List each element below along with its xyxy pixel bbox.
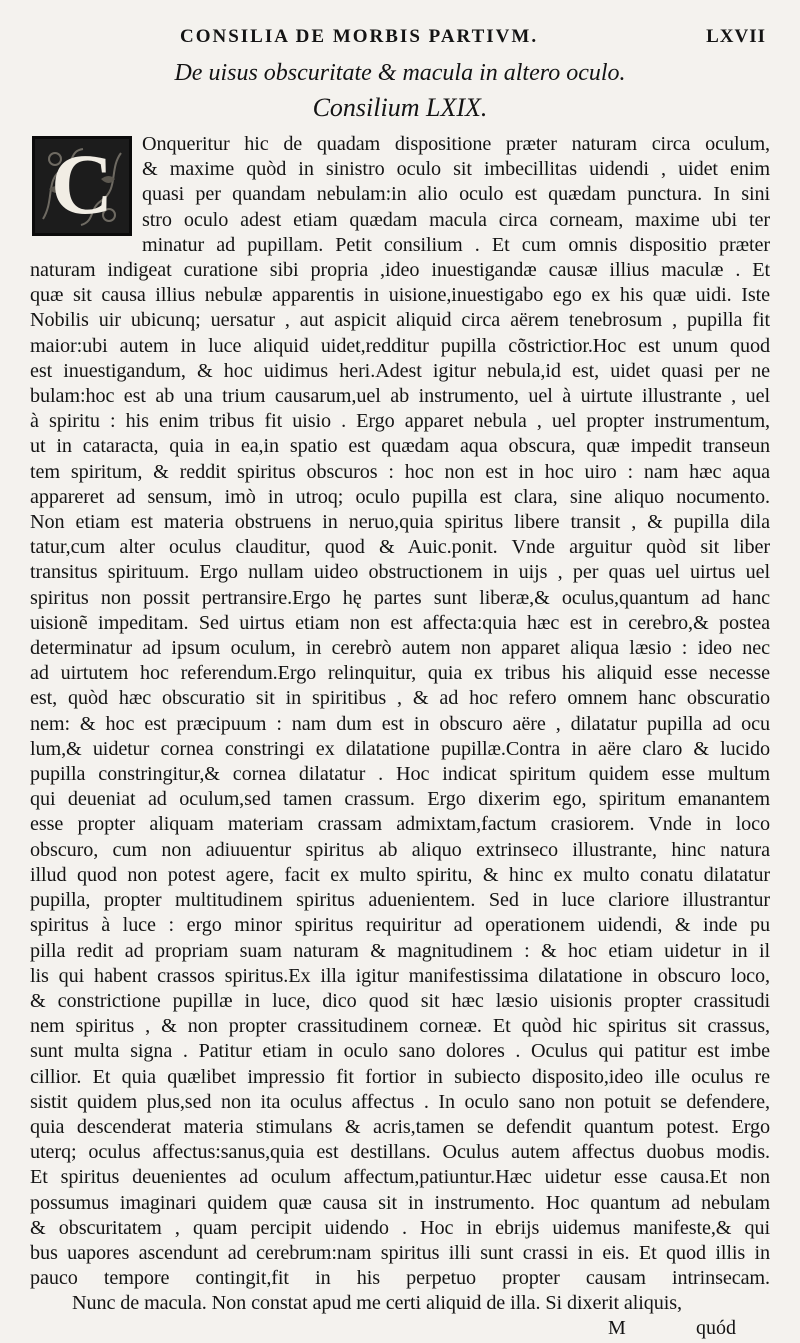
text-line: nem: & hoc est præcipuum : nam dum est in obscuro aëre , dilatatur pupilla ad ocu	[30, 712, 770, 735]
text-line: determinatur ad ipsum oculum, in cerebrò autem non apparet aliqua læsio : ideo nec	[30, 637, 770, 660]
text-line: tem spiritum, & reddit spiritus obscuros : hoc non est in hoc uiro : nam hæc aqua	[30, 460, 770, 483]
text-line: pauco tempore contingit,fit in his perpetuo propter causam intrinsecam.	[30, 1267, 770, 1290]
text-line: stro oculo adest etiam quædam macula circa corneam, maxime ubi ter	[142, 208, 770, 231]
text-line: cillior. Et quia quælibet impressio fit fortior in subiecto disposito,ideo ille oculus re	[30, 1065, 770, 1088]
text-line: appareret ad sensum, imò in utroq; oculo pupilla est clara, sine aliquo nocumento.	[30, 485, 770, 508]
text-line: bulam:hoc est ab una trium causarum,uel ab instrumento, uel à uirtute illustrante , uel	[30, 385, 770, 408]
text-line: pupilla, propter multitudinem spiritus aduenientem. Sed in luce clariore illustrantur	[30, 889, 770, 912]
text-line: obscuro, cum non adiuuentur spiritus ab aliquo extrinseco illustrante, hinc natura	[30, 838, 770, 861]
text-line: est, quòd hæc obscuratio sit in spiritibus , & ad hoc refero omnem hanc obscuratio	[30, 687, 770, 710]
text-line: lis qui habent crassos spiritus.Ex illa igitur manifestissima dilatatione in obscuro loco,	[30, 964, 770, 987]
text-line: Et spiritus deuenientes ad oculum affectum,patiuntur.Hæc uidetur esse causa.Et non	[30, 1166, 770, 1189]
signature-mark: M	[608, 1316, 626, 1339]
text-line: sistit quidem plus,sed non ita oculus affectus . In oculo sano non potuit se defendere,	[30, 1090, 770, 1113]
text-line: Non etiam est materia obstruens in neruo,quia spiritus libere transit , & pupilla dila	[30, 511, 770, 534]
text-line: esse propter aliquam materiam crassam admixtam,factum crasiorem. Vnde in loco	[30, 813, 770, 836]
text-line: illud quod non potest agere, facit ex multo spiritu, & hinc ex multo conatu dilatatur	[30, 863, 770, 886]
text-line: pupilla constringitur,& cornea dilatatur . Hoc indicat spiritum quidem esse multum	[30, 763, 770, 786]
text-line: spiritus à luce : ergo minor spiritus requiritur ad operationem uidendi, & inde pu	[30, 914, 770, 937]
text-line: Nobilis uir ubicunq; uersatur , aut aspicit aliquid circa aërem tenebrosum , pupilla fit	[30, 309, 770, 332]
text-line: qui deueniat ad oculum,sed tamen crassum. Ergo dixerim ego, spiritum emanantem	[30, 788, 770, 811]
text-line: quasi per quandam nebulam:in alio oculo est quædam punctura. In sini	[142, 183, 770, 206]
text-line: sunt multa signa . Patitur etiam in oculo sano dolores . Oculus qui patitur est imbe	[30, 1040, 770, 1063]
chapter-title: De uisus obscuritate & macula in altero oculo.	[174, 60, 626, 86]
catchword: quód	[696, 1316, 736, 1339]
text-line: minatur ad pupillam. Petit consilium . Et cum omnis dispositio præter	[142, 233, 770, 256]
text-line: possumus imaginari quidem quæ causa sit in instrumento. Hoc quantum ad nebulam	[30, 1191, 770, 1214]
text-line: & obscuritatem , quam percipit uidendo . Hoc in ebrijs uidemus manifeste,& qui	[30, 1216, 770, 1239]
text-line: lum,& uidetur cornea constringi ex dilatatione pupillæ.Contra in aëre claro & lucido	[30, 737, 770, 760]
text-line: ut in cataracta, quia in ea,in spatio est quædam aqua obscura, quæ impedit transeun	[30, 435, 770, 458]
consilium-heading: Consilium LXIX.	[312, 93, 488, 122]
text-line: Onqueritur hic de quadam dispositione præter naturam circa oculum,	[142, 133, 770, 155]
text-line: maior:ubi autem in luce aliquid uidet,redditur pupilla cõstrictior.Hoc est unum quod	[30, 334, 770, 357]
text-line: uterq; oculus affectus:sanus,quia est destillans. Oculus autem affectus duobus modis.	[30, 1141, 770, 1164]
folio-number: LXVII	[706, 26, 766, 47]
final-text-line: Nunc de macula. Non constat apud me certi aliquid de illa. Si dixerit aliquis,	[72, 1292, 682, 1315]
text-line: nem spiritus , & non propter crassitudinem corneæ. Et quòd hic spiritus sit crassus,	[30, 1015, 770, 1038]
page-footer	[30, 1317, 770, 1343]
main-text	[30, 132, 770, 1317]
decorated-initial	[32, 136, 132, 236]
text-line: à spiritu : his enim tribus fit uisio . Ergo apparet nebula , uel propter instrumentum,	[30, 410, 770, 433]
text-line: transitus spirituum. Ergo nullam uideo obstructionem in uijs , per quas uel uirtus uel	[30, 561, 770, 584]
text-line: & maxime quòd in sinistro oculo sit imbecillitas uidendi , uidet enim	[142, 158, 770, 181]
text-line: naturam indigeat curatione sibi propria ,ideo inuestigandæ causæ illius maculæ . Et	[30, 259, 770, 282]
text-line: pilla redit ad propriam suam naturam & magnitudinem : & hoc etiam uidetur in il	[30, 939, 770, 962]
text-line: ad uirtutem hoc referendum.Ergo relinquitur, quia ex tribus his aliquid esse necesse	[30, 662, 770, 685]
text-line: spiritus non possit pertransire.Ergo hę partes sunt liberæ,& oculus,quantum ad hanc	[30, 586, 770, 609]
text-line: & constrictione pupillæ in luce, dico quod sit hæc læsio uisionis propter crassitudi	[30, 989, 770, 1012]
initial-letter: C	[50, 136, 114, 232]
text-line: bus uapores ascendunt ad cerebrum:nam spiritus illi sunt crassi in eis. Et quod illis in	[30, 1241, 770, 1264]
running-title: CONSILIA DE MORBIS PARTIVM.	[180, 26, 539, 47]
text-line: tatur,cum alter oculus clauditur, quod & Auic.ponit. Vnde arguitur quòd sit liber	[30, 536, 770, 559]
text-line: quæ sit causa illius nebulæ apparentis in uisione,inuestigabo ego ex his quæ uidi. Iste	[30, 284, 770, 307]
text-line: quia descenderat materia stimulans & acris,tamen se defendit quantum potest. Ergo	[30, 1115, 770, 1138]
running-head	[30, 26, 770, 56]
text-line: uisionẽ impeditam. Sed uirtus etiam non est affecta:quia hæc est in cerebro,& postea	[30, 611, 770, 634]
text-line: est inuestigandum, & hoc uidimus heri.Adest igitur nebula,id est, uidet quasi per ne	[30, 359, 770, 382]
